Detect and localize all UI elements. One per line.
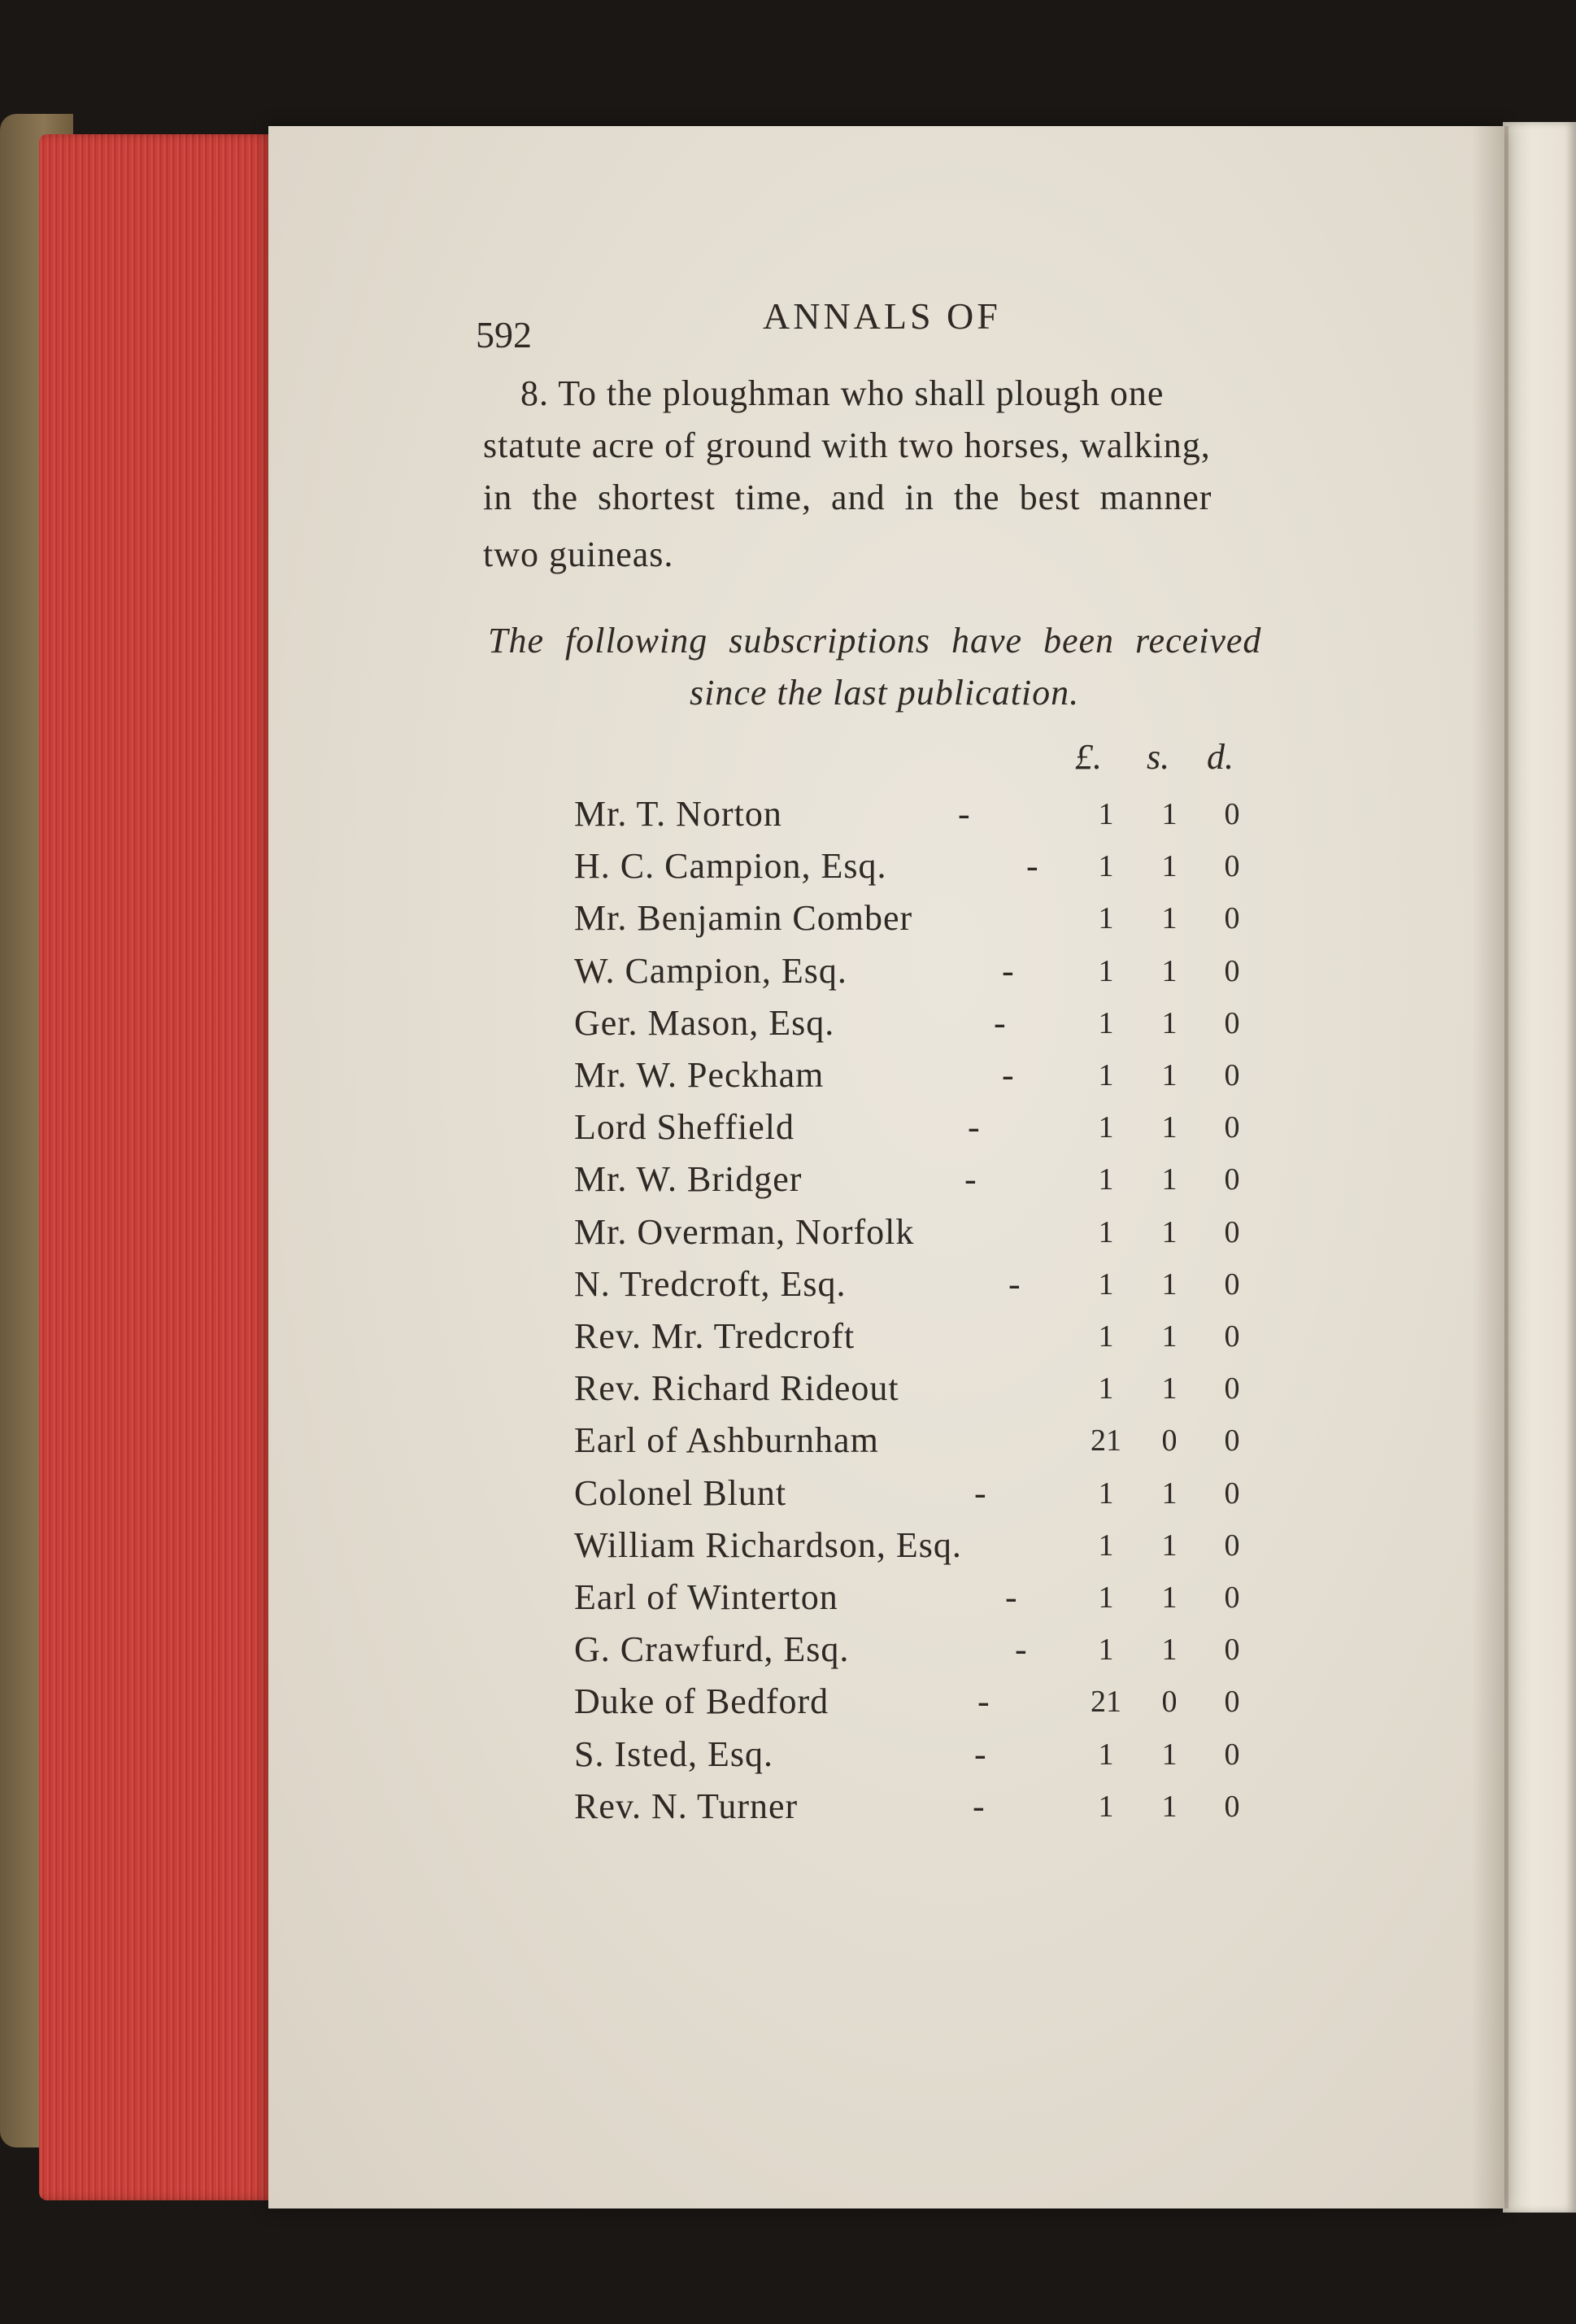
- amount-shillings: 1: [1161, 1058, 1178, 1092]
- subscriber-name: H. C. Campion, Esq.: [574, 846, 887, 887]
- leader-dash: -: [1002, 950, 1014, 991]
- subscriber-name: Ger. Mason, Esq.: [574, 1002, 835, 1043]
- amount-pence: 0: [1224, 1737, 1240, 1772]
- amount-pounds: 1: [1098, 1005, 1114, 1040]
- paragraph-line: statute acre of ground with two horses, walking,: [483, 425, 1211, 465]
- amount-pence: 0: [1224, 1476, 1240, 1511]
- subscriptions-heading-line2: since the last publication.: [690, 673, 1080, 713]
- subscriber-row: [0, 1211, 1576, 1260]
- amount-pounds: 1: [1098, 797, 1114, 831]
- subscriber-row: [0, 1786, 1576, 1834]
- subscriber-name: Rev. Mr. Tredcroft: [574, 1316, 855, 1356]
- amount-pence: 0: [1224, 953, 1240, 988]
- amount-shillings: 1: [1161, 1214, 1178, 1249]
- amount-shillings: 1: [1161, 1789, 1178, 1824]
- amount-shillings: 1: [1161, 1110, 1178, 1145]
- amount-pence: 0: [1224, 797, 1240, 831]
- subscriber-row: [0, 1576, 1576, 1625]
- subscriber-row: [0, 1419, 1576, 1468]
- leader-dash: -: [974, 1733, 986, 1774]
- leader-dash: -: [1002, 1055, 1014, 1095]
- amount-shillings: 1: [1161, 1319, 1178, 1354]
- subscriber-row: [0, 1315, 1576, 1364]
- amount-pounds: 1: [1098, 1633, 1114, 1668]
- column-head-shillings: s.: [1147, 737, 1170, 777]
- amount-pence: 0: [1224, 849, 1240, 884]
- amount-shillings: 1: [1161, 1267, 1178, 1302]
- amount-shillings: 1: [1161, 1005, 1178, 1040]
- amount-pounds: 1: [1098, 1058, 1114, 1092]
- amount-pounds: 1: [1098, 1319, 1114, 1354]
- amount-pence: 0: [1224, 1528, 1240, 1563]
- amount-pence: 0: [1224, 901, 1240, 936]
- amount-pence: 0: [1224, 1162, 1240, 1197]
- subscriber-name: Mr. W. Peckham: [574, 1055, 825, 1095]
- amount-shillings: 1: [1161, 901, 1178, 936]
- subscriber-row: [0, 950, 1576, 999]
- leader-dash: -: [977, 1681, 990, 1722]
- subscriber-name: Mr. T. Norton: [574, 794, 782, 834]
- subscriber-name: William Richardson, Esq.: [574, 1524, 962, 1565]
- subscriber-row: [0, 1681, 1576, 1729]
- amount-pence: 0: [1224, 1424, 1240, 1458]
- subscriber-name: Mr. Benjamin Comber: [574, 898, 913, 939]
- subscriber-name: Mr. Overman, Norfolk: [574, 1211, 915, 1252]
- subscriber-name: Lord Sheffield: [574, 1107, 795, 1148]
- leader-dash: -: [958, 794, 970, 834]
- subscriber-name: Duke of Bedford: [574, 1681, 829, 1722]
- amount-shillings: 1: [1161, 1633, 1178, 1668]
- subscriber-name: S. Isted, Esq.: [574, 1733, 773, 1774]
- amount-pence: 0: [1224, 1319, 1240, 1354]
- subscriber-row: [0, 1629, 1576, 1677]
- leader-dash: -: [973, 1786, 985, 1826]
- paragraph-line: 8. To the ploughman who shall plough one: [520, 373, 1165, 413]
- running-head: ANNALS OF: [763, 295, 1001, 337]
- amount-shillings: 1: [1161, 1737, 1178, 1772]
- subscriber-row: [0, 845, 1576, 894]
- leader-dash: -: [1015, 1629, 1027, 1670]
- amount-pounds: 1: [1098, 1528, 1114, 1563]
- column-head-pounds: £.: [1075, 737, 1102, 777]
- amount-shillings: 1: [1161, 1476, 1178, 1511]
- amount-shillings: 0: [1161, 1424, 1178, 1458]
- page-number: 592: [476, 314, 532, 355]
- subscriber-row: [0, 1054, 1576, 1103]
- subscriber-name: N. Tredcroft, Esq.: [574, 1263, 847, 1304]
- paragraph-line: two guineas.: [483, 534, 674, 574]
- amount-pounds: 1: [1098, 1789, 1114, 1824]
- amount-pounds: 1: [1098, 1162, 1114, 1197]
- amount-pence: 0: [1224, 1685, 1240, 1720]
- subscriber-row: [0, 1472, 1576, 1521]
- subscriber-name: Earl of Ashburnham: [574, 1420, 879, 1461]
- paragraph-line: in the shortest time, and in the best manner: [483, 477, 1212, 517]
- leader-dash: -: [968, 1107, 980, 1148]
- subscriber-name: G. Crawfurd, Esq.: [574, 1629, 850, 1670]
- leader-dash: -: [994, 1002, 1006, 1043]
- subscriber-row: [0, 1524, 1576, 1573]
- amount-pence: 0: [1224, 1110, 1240, 1145]
- amount-pounds: 1: [1098, 1371, 1114, 1406]
- subscriber-name: Rev. N. Turner: [574, 1786, 799, 1826]
- amount-pounds: 21: [1091, 1685, 1121, 1720]
- amount-pence: 0: [1224, 1371, 1240, 1406]
- subscriber-row: [0, 1367, 1576, 1416]
- leader-dash: -: [974, 1472, 986, 1513]
- subscriptions-heading-line1: The following subscriptions have been received: [488, 621, 1262, 661]
- amount-pounds: 1: [1098, 1267, 1114, 1302]
- amount-shillings: 1: [1161, 1528, 1178, 1563]
- amount-pounds: 1: [1098, 1737, 1114, 1772]
- subscriber-row: [0, 1002, 1576, 1051]
- subscriber-name: W. Campion, Esq.: [574, 950, 847, 991]
- amount-pounds: 21: [1091, 1424, 1121, 1458]
- leader-dash: -: [1008, 1263, 1021, 1304]
- subscriber-row: [0, 897, 1576, 946]
- amount-pounds: 1: [1098, 953, 1114, 988]
- column-head-pence: d.: [1207, 737, 1234, 777]
- amount-pounds: 1: [1098, 849, 1114, 884]
- subscriber-row: [0, 1158, 1576, 1207]
- subscriber-row: [0, 1733, 1576, 1782]
- amount-shillings: 1: [1161, 797, 1178, 831]
- amount-pounds: 1: [1098, 1581, 1114, 1615]
- amount-pence: 0: [1224, 1633, 1240, 1668]
- subscriber-name: Colonel Blunt: [574, 1472, 787, 1513]
- leader-dash: -: [1026, 846, 1038, 887]
- leader-dash: -: [964, 1159, 977, 1200]
- subscriber-row: [0, 1263, 1576, 1312]
- leader-dash: -: [1005, 1577, 1017, 1617]
- subscriber-name: Rev. Richard Rideout: [574, 1368, 899, 1409]
- amount-pounds: 1: [1098, 901, 1114, 936]
- amount-shillings: 1: [1161, 849, 1178, 884]
- amount-shillings: 1: [1161, 1581, 1178, 1615]
- amount-shillings: 1: [1161, 1162, 1178, 1197]
- subscriber-row: [0, 793, 1576, 842]
- amount-pounds: 1: [1098, 1476, 1114, 1511]
- subscriber-name: Earl of Winterton: [574, 1577, 838, 1617]
- amount-pence: 0: [1224, 1789, 1240, 1824]
- amount-pence: 0: [1224, 1581, 1240, 1615]
- subscriber-name: Mr. W. Bridger: [574, 1159, 803, 1200]
- amount-pounds: 1: [1098, 1214, 1114, 1249]
- amount-pence: 0: [1224, 1267, 1240, 1302]
- amount-shillings: 1: [1161, 953, 1178, 988]
- subscriber-row: [0, 1106, 1576, 1155]
- amount-pence: 0: [1224, 1058, 1240, 1092]
- amount-pence: 0: [1224, 1005, 1240, 1040]
- amount-pence: 0: [1224, 1214, 1240, 1249]
- amount-shillings: 1: [1161, 1371, 1178, 1406]
- amount-pounds: 1: [1098, 1110, 1114, 1145]
- amount-shillings: 0: [1161, 1685, 1178, 1720]
